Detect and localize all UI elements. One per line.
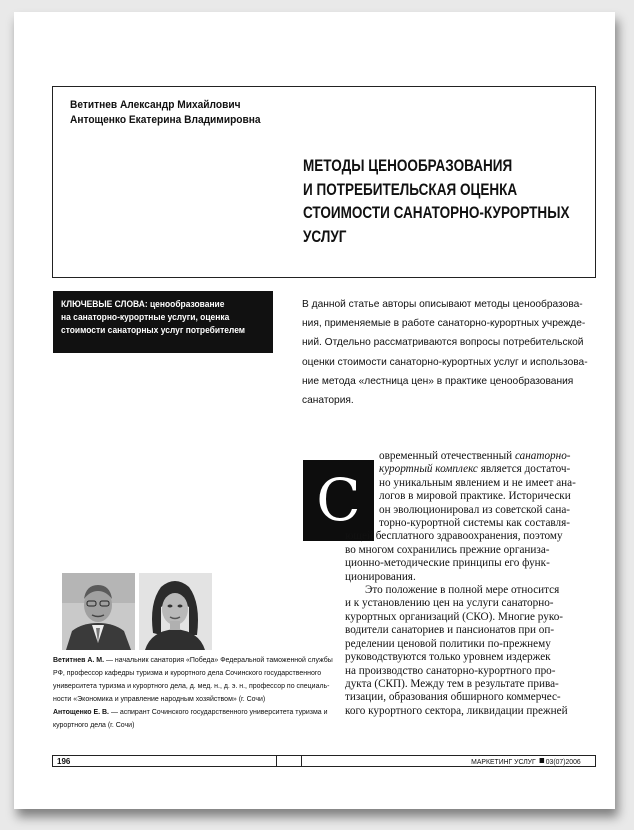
author-names (70, 98, 261, 128)
magazine-page (14, 12, 615, 809)
author-photos (62, 573, 212, 650)
keywords-line: на санаторно-курортные услуги, оценка (61, 312, 230, 322)
abstract-line: В данной статье авторы описывают методы ценообразова- (302, 299, 583, 310)
body-line: Это положение в полной мере относится (365, 584, 560, 597)
body-line: ределении ценовой политики по-прежнему (345, 637, 551, 650)
page-number: 196 (57, 757, 71, 766)
abstract-line: ния, применяемые в работе санаторно-курортных учрежде- (302, 318, 586, 330)
keywords-line: стоимости санаторных услуг потребителем (61, 325, 246, 335)
title-line: СТОИМОСТИ САНАТОРНО-КУРОРТНЫХ (303, 204, 570, 222)
article-title (303, 155, 569, 249)
bio-line: Антощенко Е. В. — аспирант Сочинского государственного университета туризма и (53, 707, 328, 717)
abstract-line: санатория. (302, 395, 354, 407)
abstract-line: ние метода «лестница цен» в практике ценообразования (302, 375, 574, 387)
bio-line: РФ, профессор кафедры туризма и курортного дела Сочинского государственного (53, 668, 322, 678)
author-photo-woman (139, 573, 212, 650)
body-line: руководствуются только уровнем издержек (345, 651, 551, 664)
body-line: но уникальным явлением и не имеет ана- (379, 476, 576, 489)
footer-divider (301, 756, 302, 767)
body-line: кого курортного сектора, ликвидации прежней (345, 704, 568, 717)
author-photo-man (62, 573, 135, 650)
journal-name: МАРКЕТИНГ УСЛУГ (471, 757, 537, 766)
body-line: во многом сохранились прежние организа- (345, 543, 550, 556)
author-2: Антощенко Екатерина Владимировна (70, 114, 261, 126)
abstract-line: оценки стоимости санаторно-курортных услуг и использова- (302, 356, 588, 368)
body-line: логов в мировой практике. Исторически (379, 490, 571, 503)
body-line: дукта (СКП). Между тем в результате прива- (345, 677, 559, 690)
body-line: курортных организаций (СКО). Многие руко- (345, 610, 564, 623)
keywords-box (53, 291, 273, 353)
body-line: водители санаториев и пансионатов при оп- (345, 624, 555, 637)
bio-line: Ветитнев А. М. — начальник санатория «Победа» Федеральной таможенной службы (53, 655, 333, 664)
body-line: ционно-методические принципы его функ- (345, 557, 550, 570)
drop-cap: С (303, 460, 374, 541)
bio-line: ности «Экономика и управление народным хозяйством» (г. Сочи) (53, 694, 266, 704)
footer-divider (276, 756, 277, 767)
body-line: курортный комплекс является достаточ- (379, 463, 571, 476)
body-line: ющей бесплатного здравоохранения, поэтому (345, 530, 563, 543)
article-body (303, 450, 601, 718)
abstract (302, 295, 598, 410)
body-line: овременный отечественный санаторно- (379, 450, 571, 462)
bio-line: курортного дела (г. Сочи) (53, 720, 135, 730)
keywords-line: КЛЮЧЕВЫЕ СЛОВА: ценообразование (61, 299, 225, 309)
abstract-line: ний. Отдельно рассматриваются вопросы потребительской (302, 337, 584, 349)
square-bullet-icon (540, 758, 545, 763)
author-1: Ветитнев Александр Михайлович (70, 99, 241, 111)
bio-line: университета туризма и курортного дела, д. мед. н., д. э. н., профессор по специаль- (53, 681, 330, 691)
body-line: тизации, образования обширного коммерчес- (345, 691, 561, 704)
title-line: И ПОТРЕБИТЕЛЬСКАЯ ОЦЕНКА (303, 180, 518, 199)
body-line: ционирования. (345, 570, 416, 583)
author-bio (53, 653, 333, 732)
body-line: на производство санаторно-курортного про- (345, 664, 556, 677)
title-line: УСЛУГ (303, 227, 347, 246)
body-line: торно-курортной системы как составля- (379, 517, 571, 530)
body-line: он эволюционировал из советской сана- (379, 503, 571, 516)
journal-issue (471, 756, 581, 767)
title-line: МЕТОДЫ ЦЕНООБРАЗОВАНИЯ (303, 157, 513, 175)
issue-number: 03(07)2006 (546, 757, 581, 766)
body-line: и к установлению цен на услуги санаторно- (345, 597, 554, 610)
